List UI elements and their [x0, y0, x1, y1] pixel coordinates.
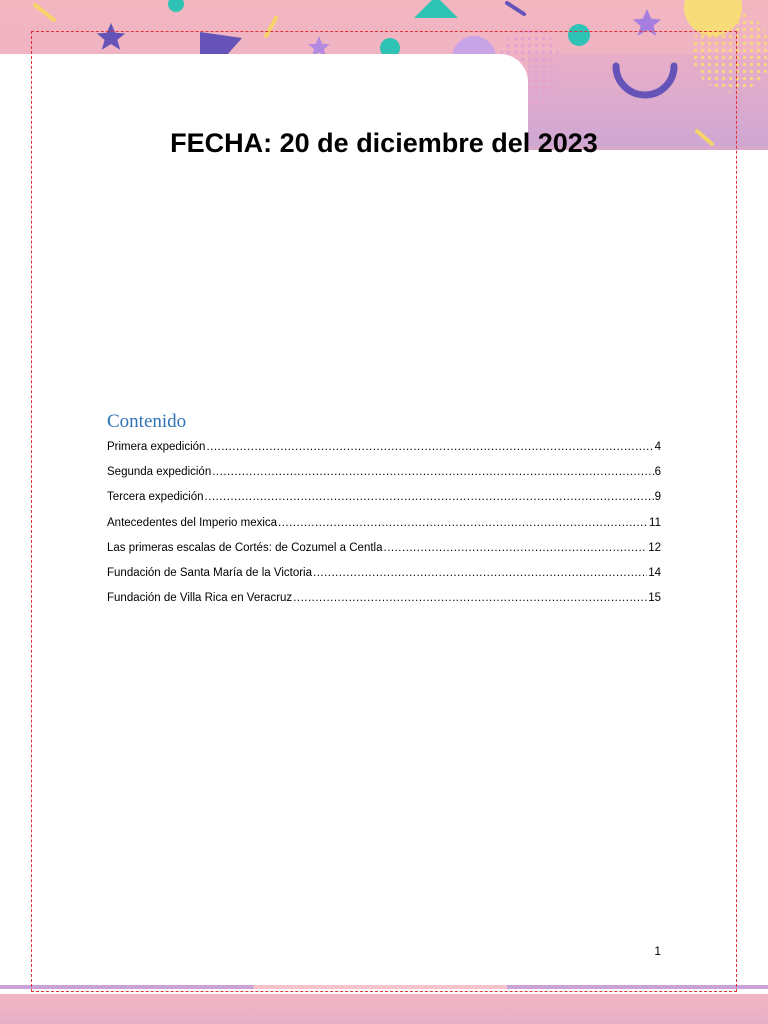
toc-entry[interactable]	[107, 514, 661, 539]
toc-entry-label: Fundación de Santa María de la Victoria	[107, 566, 312, 579]
smile-arc-icon	[610, 60, 680, 106]
footer-stripe	[0, 985, 768, 989]
toc-entry-page: 11	[649, 516, 661, 529]
circle-icon	[568, 24, 590, 46]
circle-icon	[168, 0, 184, 12]
toc-leader-dots	[313, 564, 647, 582]
toc-entry[interactable]	[107, 539, 661, 564]
confetti-line-icon	[32, 2, 58, 24]
toc-entry-label: Las primeras escalas de Cortés: de Cozumel a Centla	[107, 541, 383, 554]
toc-entry-label: Antecedentes del Imperio mexica	[107, 516, 278, 529]
toc-entry-label: Tercera expedición	[107, 491, 204, 504]
toc-leader-dots	[278, 514, 648, 532]
toc-entry-page: 4	[654, 441, 661, 453]
toc-leader-dots	[206, 438, 653, 456]
triangle-icon	[196, 32, 242, 56]
toc-leader-dots	[293, 589, 647, 607]
toc-entry-page: 15	[648, 592, 661, 605]
triangle-icon	[414, 0, 458, 22]
toc-entry-page: 6	[654, 466, 661, 479]
footer-decoration	[0, 994, 768, 1024]
toc-entry-page: 9	[654, 491, 661, 504]
confetti-line-icon	[262, 14, 280, 40]
toc-entry-page: 12	[648, 541, 661, 554]
toc-entry[interactable]	[107, 463, 661, 488]
toc-entry[interactable]	[107, 438, 661, 463]
toc-entry-label: Segunda expedición	[107, 466, 212, 479]
page-number: 1	[654, 944, 661, 958]
star-icon	[630, 6, 664, 40]
toc-entry[interactable]	[107, 564, 661, 589]
confetti-line-icon	[504, 0, 528, 18]
star-icon	[94, 20, 128, 54]
document-title: FECHA: 20 de diciembre del 2023	[170, 128, 598, 158]
toc-entry-label: Fundación de Villa Rica en Veracruz	[107, 592, 293, 605]
toc-leader-dots	[205, 488, 654, 506]
toc-entry[interactable]	[107, 589, 661, 614]
toc-entry[interactable]	[107, 488, 661, 513]
toc-heading: Contenido	[107, 411, 187, 432]
table-of-contents	[107, 410, 661, 614]
toc-leader-dots	[384, 539, 648, 557]
toc-leader-dots	[212, 463, 653, 481]
toc-entry-label: Primera expedición	[107, 441, 206, 453]
toc-entry-page: 14	[648, 566, 661, 579]
